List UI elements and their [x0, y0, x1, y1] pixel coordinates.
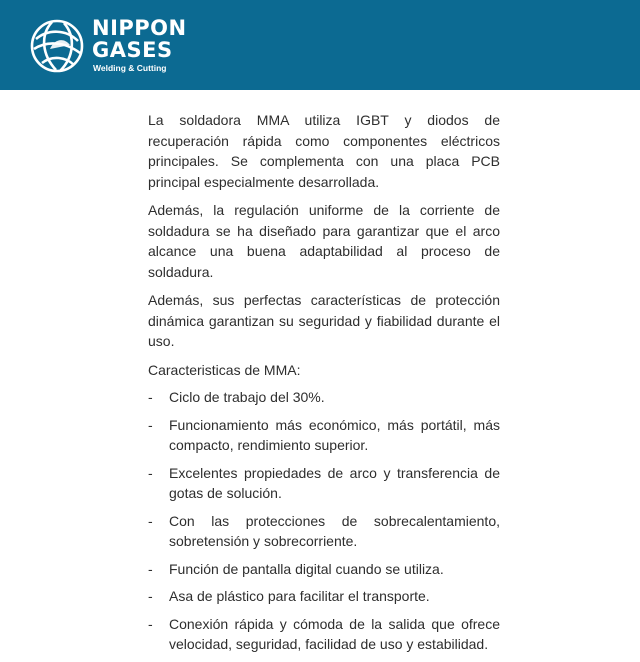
bullet-dash: - — [148, 615, 153, 632]
feature-text: Con las protecciones de sobrecalentamiento, sobretensión y sobrecorriente. — [169, 512, 500, 549]
paragraph-3: Además, sus perfectas características de protección dinámica garantizan su seguridad y fiabilidad durante el uso. — [148, 292, 500, 349]
product-description — [148, 110, 500, 662]
list-item — [148, 511, 500, 552]
bullet-dash: - — [148, 464, 153, 481]
paragraph-2: Además, la regulación uniforme de la corriente de soldadura se ha diseñado para garantizar que el arco alcance una buena adaptabilidad al proceso de soldadura. — [148, 202, 500, 280]
brand-name-line1: NIPPON — [92, 16, 187, 40]
globe-logo-icon — [30, 19, 84, 73]
list-item — [148, 614, 500, 655]
feature-text: Conexión rápida y cómoda de la salida que ofrece velocidad, seguridad, facilidad de uso y estabilidad. — [169, 615, 500, 652]
feature-text: Función de pantalla digital cuando se utiliza. — [169, 560, 444, 577]
features-heading: Caracteristicas de MMA: — [148, 361, 301, 378]
feature-text: Ciclo de trabajo del 30%. — [169, 389, 325, 405]
paragraph-1: La soldadora MMA utiliza IGBT y diodos de recuperación rápida como componentes eléctricos principales. Se complementa con una placa PCB principal especialmente desarrollada. — [148, 112, 500, 190]
bullet-dash: - — [148, 389, 153, 405]
brand-tagline: Welding & Cutting — [93, 63, 167, 73]
bullet-dash: - — [148, 560, 153, 577]
feature-text: Excelentes propiedades de arco y transferencia de gotas de solución. — [169, 464, 500, 501]
bullet-dash: - — [148, 512, 153, 529]
list-item — [148, 559, 500, 580]
brand-name-line2: GASES — [92, 38, 173, 62]
feature-text: Asa de plástico para facilitar el transporte. — [169, 588, 430, 604]
feature-text: Funcionamiento más económico, más portátil, más compacto, rendimiento superior. — [169, 416, 500, 453]
list-item — [148, 415, 500, 456]
list-item — [148, 387, 500, 408]
bullet-dash: - — [148, 416, 153, 433]
brand-logo[interactable] — [30, 18, 187, 73]
features-list — [148, 387, 500, 655]
bullet-dash: - — [148, 588, 153, 604]
list-item — [148, 586, 500, 607]
list-item — [148, 463, 500, 504]
header-bar — [0, 0, 640, 90]
